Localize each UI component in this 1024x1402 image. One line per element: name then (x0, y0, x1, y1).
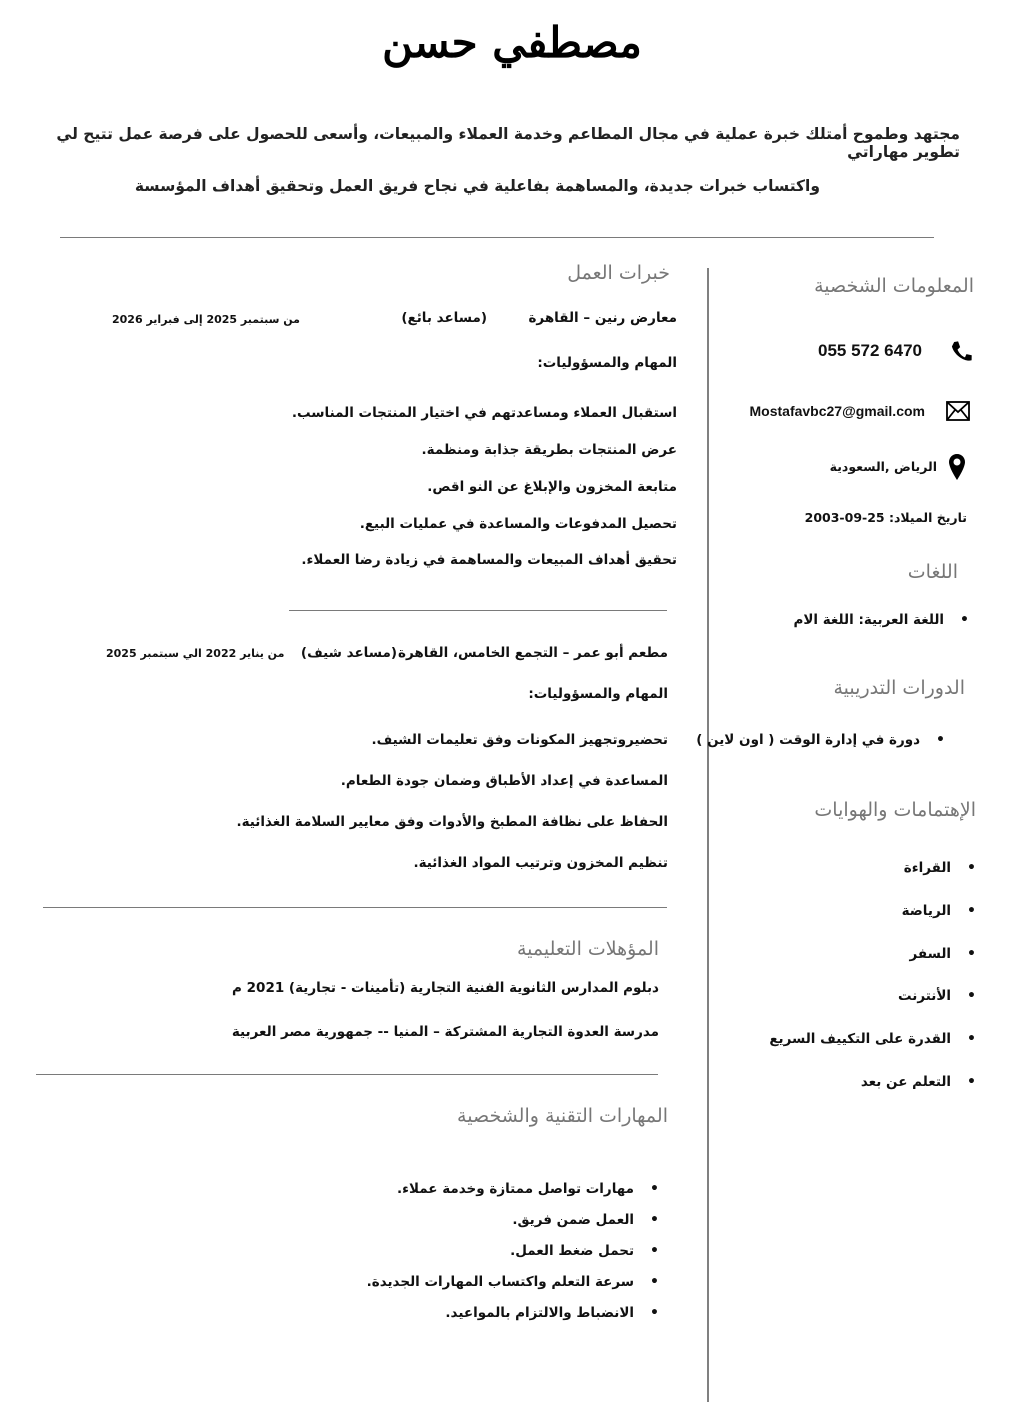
column-divider (707, 268, 709, 1402)
job-company: مطعم أبو عمر – التجمع الخامس، القاهرة (398, 645, 668, 661)
education-title: المؤهلات التعليمية (516, 938, 659, 960)
course-item: • دورة في إدارة الوقت ( اون لاين ) (696, 732, 945, 748)
birth-date: تاريخ الميلاد: 25-09-2003 (804, 510, 967, 525)
task-item: متابعة المخزون والإبلاغ عن النو اقص. (427, 479, 677, 495)
responsibilities-label: المهام والمسؤوليات: (537, 355, 677, 371)
task-item: استقبال العملاء ومساعدتهم في اختيار المنتجات المناسب. (291, 405, 677, 421)
languages-title: اللغات (907, 561, 958, 583)
task-item: تحصيل المدفوعات والمساعدة في عمليات البيع. (359, 516, 677, 532)
hobby-item: • السفر (909, 946, 976, 962)
summary-line-2: واكتساب خبرات جديدة، والمساهمة بفاعلية في نجاح فريق العمل وتحقيق أهداف المؤسسة (134, 177, 820, 195)
phone-number: 055 572 6470 (818, 341, 922, 360)
skill-item: • مهارات تواصل ممتازة وخدمة عملاء. (397, 1181, 659, 1197)
skill-item: • الانضباط والالتزام بالمواعيد. (445, 1305, 659, 1321)
job-role: (مساعد شيف) (300, 645, 397, 661)
job-dates: من يناير 2022 الي سبتمبر 2025 (106, 647, 285, 660)
header-divider (60, 237, 934, 238)
task-item: الحفاظ على نظافة المطبخ والأدوات وفق معايير السلامة الغذائية. (236, 814, 668, 830)
resume-name: مصطفي حسن (382, 18, 642, 67)
courses-title: الدورات التدريبية (833, 677, 965, 699)
skill-item: • سرعة التعلم واكتساب المهارات الجديدة. (367, 1274, 659, 1290)
hobby-item: • الأنترنت (898, 988, 976, 1004)
hobby-item: • القراءة (904, 860, 976, 876)
skills-title: المهارات التقنية والشخصية (457, 1105, 668, 1127)
personal-info-title: المعلومات الشخصية (814, 275, 974, 297)
experience-divider (43, 907, 667, 908)
skill-item: • تحمل ضغط العمل. (510, 1243, 659, 1259)
summary-line-1: مجتهد وطموح أمتلك خبرة عملية في مجال المطاعم وخدمة العملاء والمبيعات، وأسعى للحصول على فرصة عمل تتيح لي تطوير مهاراتي (56, 125, 960, 161)
task-item: تنظيم المخزون وترتيب المواد الغذائية. (413, 855, 668, 871)
responsibilities-label: المهام والمسؤوليات: (528, 686, 668, 702)
hobby-item: • الرياضة (902, 903, 976, 919)
hobby-item: • القدرة على التكييف السريع (769, 1031, 976, 1047)
education-divider (36, 1074, 658, 1075)
skill-item: • العمل ضمن فريق. (512, 1212, 659, 1228)
envelope-icon (946, 401, 970, 421)
job-role: (مساعد بائع) (401, 310, 487, 326)
location-pin-icon (948, 453, 966, 481)
email-address[interactable]: Mostafavbc27@gmail.com (749, 403, 925, 419)
hobbies-title: الإهتمامات والهوايات (814, 799, 976, 821)
education-degree: دبلوم المدارس الثانوية الفنية التجارية (تأمينات - تجارية) 2021 م (232, 980, 659, 996)
task-item: عرض المنتجات بطريقة جذابة ومنظمة. (421, 442, 677, 458)
hobby-item: • التعلم عن بعد (861, 1074, 976, 1090)
task-item: تحضيروتجهيز المكونات وفق تعليمات الشيف. (371, 732, 668, 748)
job-dates: من سبتمبر 2025 إلى فبراير 2026 (112, 313, 300, 326)
education-school: مدرسة العدوة التجارية المشتركة – المنيا -- جمهورية مصر العربية (231, 1024, 659, 1040)
job-divider (289, 610, 667, 611)
job-company: معارض رنين – القاهرة (528, 310, 677, 326)
task-item: تحقيق أهداف المبيعات والمساهمة في زيادة رضا العملاء. (301, 552, 677, 568)
experience-title: خبرات العمل (567, 262, 670, 284)
language-item: • اللغة العربية: اللغة الام (793, 612, 969, 628)
location-text: الرياض ,السعودية (829, 459, 937, 474)
phone-icon (950, 339, 972, 365)
task-item: المساعدة في إعداد الأطباق وضمان جودة الطعام. (340, 773, 668, 789)
